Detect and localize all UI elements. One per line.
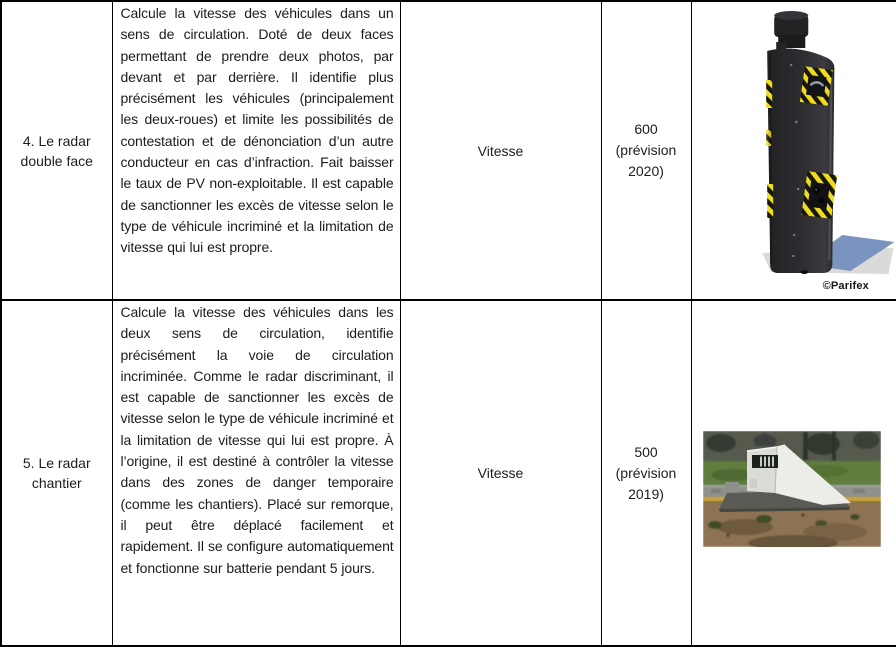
radar-type-cell: Vitesse — [400, 1, 601, 300]
radar-double-face-photo — [692, 2, 896, 299]
lower-camera-panel — [801, 171, 837, 219]
radar-chantier-illustration — [703, 431, 881, 547]
radar-description-cell — [112, 1, 400, 300]
radar-cap — [774, 11, 808, 50]
radar-name-cell: 4. Le radar double face — [1, 1, 112, 300]
hazard-sliver-bottom — [767, 184, 773, 218]
radar-photo-cell — [691, 1, 896, 300]
upper-camera-panel — [799, 66, 832, 106]
table-row-radar-chantier — [1, 300, 896, 646]
radar-description-text: Calcule la vitesse des véhicules dans un sens de circulation. Doté de deux faces permettant de prendre deux photos, par devant et par derrière. Il identifie plus précisément les véhicules (principalement les deux-roues) et limite les possibilités de contestation et de dénonciation d’un autre conducteur en cas d’infraction. Fait baisser le taux de PV non-exploitable. Il est capable de sanctionner les excès de vitesse selon le type de véhicule incriminé et la limitation de vitesse qui lui est propre. — [120, 5, 394, 256]
hazard-sliver-mid — [766, 130, 771, 146]
table-row-radar-double-face — [1, 1, 896, 300]
radar-deployment-cell: 500 (prévision 2019) — [601, 300, 691, 646]
radar-type-cell: Vitesse — [400, 300, 601, 646]
radar-description-cell — [112, 300, 400, 646]
hazard-sliver-top — [766, 80, 772, 108]
radar-description-text: Calcule la vitesse des véhicules dans les deux sens de circulation, identifie précisément la voie de circulation incriminée. Comme le radar discriminant, il est capable de sanctionner les excès de vitesse selon le type de véhicule incriminé et la limitation de vitesse qui lui est propre. À l’origine, il est destiné à contrôler la vitesse dans des zones de danger temporaire (comme les chantiers). Placé sur remorque, il peut être déplacé facilement et rapidement. Il se configure automatiquement et fonctionne sur batterie pendant 5 jours. — [120, 304, 394, 576]
radar-photo-cell — [691, 300, 896, 646]
radar-double-face-illustration — [692, 2, 896, 299]
radar-name-cell: 5. Le radar chantier — [1, 300, 112, 646]
radar-deployment-cell: 600 (prévision 2020) — [601, 1, 691, 300]
photo-credit: ©Parifex — [822, 280, 869, 292]
radar-chantier-photo — [703, 431, 881, 547]
